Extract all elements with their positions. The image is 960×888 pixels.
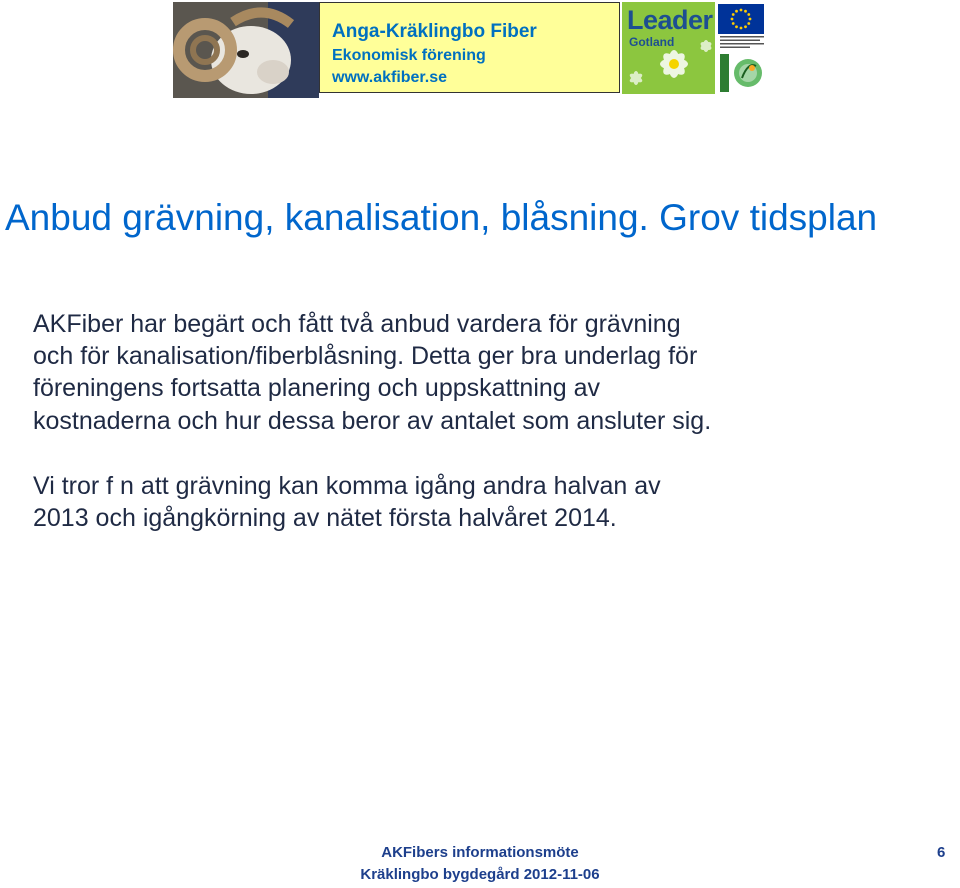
- eu-caption-lines: [718, 35, 766, 49]
- leader-logo-subtitle: Gotland: [629, 35, 675, 49]
- footer-venue-date: Kräklingbo bygdegård 2012-11-06: [360, 866, 600, 883]
- footer-meeting-title: AKFibers informationsmöte: [381, 844, 579, 861]
- slide-title: Anbud grävning, kanalisation, blåsning. Grov tidsplan: [5, 197, 878, 238]
- body-paragraph-tenders: AKFiber har begärt och fått två anbud vardera för grävning och för kanalisation/fiberblåsning. Detta ger bra underlag för föreningens fortsatta planering och uppskattning av kostnaderna och hur dessa beror av antalet som ansluter sig.: [33, 310, 712, 435]
- ram-photo: [173, 2, 319, 98]
- leader-logo-wordmark: Leader: [627, 5, 713, 35]
- leader-gotland-logo: [622, 2, 715, 94]
- organization-type: Ekonomisk förening: [332, 47, 486, 64]
- body-paragraph-timeline: Vi tror f n att grävning kan komma igång andra halvan av 2013 och igångkörning av nätet första halvåret 2014.: [33, 472, 661, 533]
- eu-flag-icon: [718, 4, 764, 34]
- organization-name: Anga-Kräklingbo Fiber: [332, 21, 537, 42]
- organization-website: www.akfiber.se: [332, 69, 448, 86]
- leader-emblem-icon: [718, 52, 766, 94]
- slide-number: 6: [937, 844, 946, 861]
- organization-info-box: [319, 2, 620, 93]
